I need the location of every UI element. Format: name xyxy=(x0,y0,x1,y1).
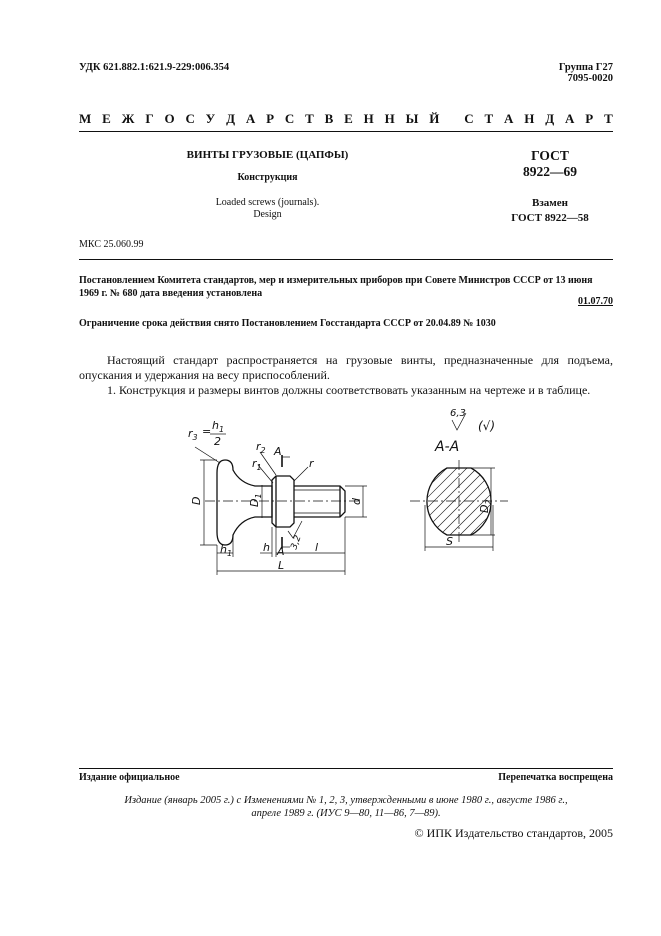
edition-line1: Издание (январь 2005 г.) с Изменениями № 1, 2, 3, утвержденными в июне 1980 г., августе 1986 г., xyxy=(124,795,568,806)
dim-L: L xyxy=(278,559,285,572)
dim-h1-num: $h_1$ xyxy=(212,419,225,434)
standard-type-letter: Н xyxy=(384,111,395,126)
gost-number-block xyxy=(490,148,610,180)
mks-code: МКС 25.060.99 xyxy=(79,239,144,250)
edition-line2: апреле 1989 г. (ИУС 9—80, 11—86, 7—89). xyxy=(251,808,441,819)
dim-eq: = xyxy=(202,425,212,438)
standard-type-letter: Д xyxy=(226,111,236,126)
english-title xyxy=(150,197,385,221)
mks-rule xyxy=(79,259,613,260)
limitation-text: Ограничение срока действия снято Постановлением Госстандарта СССР от 20.04.89 № 1030 xyxy=(79,318,496,329)
standard-type-letter: Е xyxy=(344,111,353,126)
standard-type-letter: Ы xyxy=(405,111,419,126)
standard-type-letter: А xyxy=(565,111,575,126)
document-subtitle: Конструкция xyxy=(237,172,298,183)
replaces-standard: ГОСТ 8922—58 xyxy=(511,212,589,224)
standard-type-letter: М xyxy=(79,111,92,126)
section-mark-bottom: A xyxy=(277,545,285,558)
group-label: Группа Г27 xyxy=(558,62,613,73)
standard-type-letter: Г xyxy=(145,111,154,126)
dim-l: l xyxy=(315,541,319,554)
standard-type-letter: С xyxy=(185,111,195,126)
document-title: ВИНТЫ ГРУЗОВЫЕ (ЦАПФЫ) xyxy=(186,149,349,161)
standard-type-letter: Р xyxy=(585,111,594,126)
screw-head-outline xyxy=(217,460,272,545)
standard-type-letter: С xyxy=(464,111,474,126)
copyright: © ИПК Издательство стандартов, 2005 xyxy=(414,826,613,840)
standard-type-heading xyxy=(79,111,613,127)
header-rule xyxy=(79,131,613,132)
dim-r1: $r_1$ xyxy=(252,457,262,472)
roughness-rest: (√) xyxy=(478,419,496,433)
dim-S: S xyxy=(446,535,453,548)
dim-D2: $D_2$ xyxy=(478,499,493,513)
standard-type-letter: А xyxy=(504,111,514,126)
roughness-bottom: 3,2 xyxy=(289,534,304,552)
screw-thread-outline xyxy=(294,486,345,517)
gost-number: 8922—69 xyxy=(523,164,577,179)
dim-r3: $r_3$ xyxy=(188,427,198,442)
standard-type-letter: О xyxy=(164,111,175,126)
dim-h: h xyxy=(263,541,270,554)
footer-rule xyxy=(79,768,613,769)
standard-type-letter: В xyxy=(324,111,334,126)
section-mark-top: A xyxy=(274,445,282,458)
replaces-label: Взамен xyxy=(532,197,568,209)
standard-type-letter: А xyxy=(245,111,256,126)
standard-type-letter: С xyxy=(284,111,295,126)
intro-date: 01.07.70 xyxy=(578,296,613,307)
dim-d: d xyxy=(350,498,363,505)
standard-type-letter: Т xyxy=(604,111,613,126)
standard-type-letter: У xyxy=(205,111,216,126)
dim-r2: $r_2$ xyxy=(256,440,266,455)
standard-type-letter: Н xyxy=(524,111,535,126)
dim-r: r xyxy=(309,457,314,470)
standard-type-letter: Т xyxy=(305,111,314,126)
paragraph-clause-1: 1. Конструкция и размеры винтов должны соответствовать указанным на чертеже и в таблице. xyxy=(107,383,591,397)
decree-text: Постановлением Комитета стандартов, мер и измерительных приборов при Совете Министров СССР от 13 июня 1969 г. № 680 дата введения установлена xyxy=(79,275,593,299)
dim-frac-den: 2 xyxy=(214,435,221,448)
replaces-block xyxy=(490,196,610,226)
edition-note xyxy=(79,794,613,820)
gost-label: ГОСТ xyxy=(531,148,569,163)
screw-drawing xyxy=(170,405,510,580)
english-title-line2: Design xyxy=(253,209,282,220)
paragraph-scope: Настоящий стандарт распространяется на грузовые винты, предназначенные для подъема, опускания и удержания на весу приспособлений. xyxy=(79,353,613,382)
official-edition-label: Издание официальное xyxy=(79,772,180,783)
dim-D1: $D_1$ xyxy=(248,493,263,507)
english-title-line1: Loaded screws (journals). xyxy=(215,197,320,208)
standard-type-letter xyxy=(450,111,453,127)
section-title: A-A xyxy=(435,439,460,455)
standard-type-letter: Р xyxy=(266,111,275,126)
screw-collar-outline xyxy=(272,476,294,527)
dim-h1: $h_1$ xyxy=(220,543,233,558)
reprint-notice: Перепечатка воспрещена xyxy=(498,772,613,783)
standard-type-letter: Д xyxy=(545,111,555,126)
roughness-top: 6,3 xyxy=(450,408,466,419)
dim-D: D xyxy=(190,496,203,505)
standard-type-letter: Н xyxy=(363,111,374,126)
standard-type-letter: Й xyxy=(429,111,440,126)
okp-code: 7095-0020 xyxy=(567,73,613,84)
group-code xyxy=(559,62,613,84)
standard-type-letter: Е xyxy=(102,111,111,126)
udk-code: УДК 621.882.1:621.9-229:006.354 xyxy=(79,62,230,73)
standard-type-letter: Т xyxy=(484,111,494,126)
standard-type-letter: Ж xyxy=(121,111,135,126)
